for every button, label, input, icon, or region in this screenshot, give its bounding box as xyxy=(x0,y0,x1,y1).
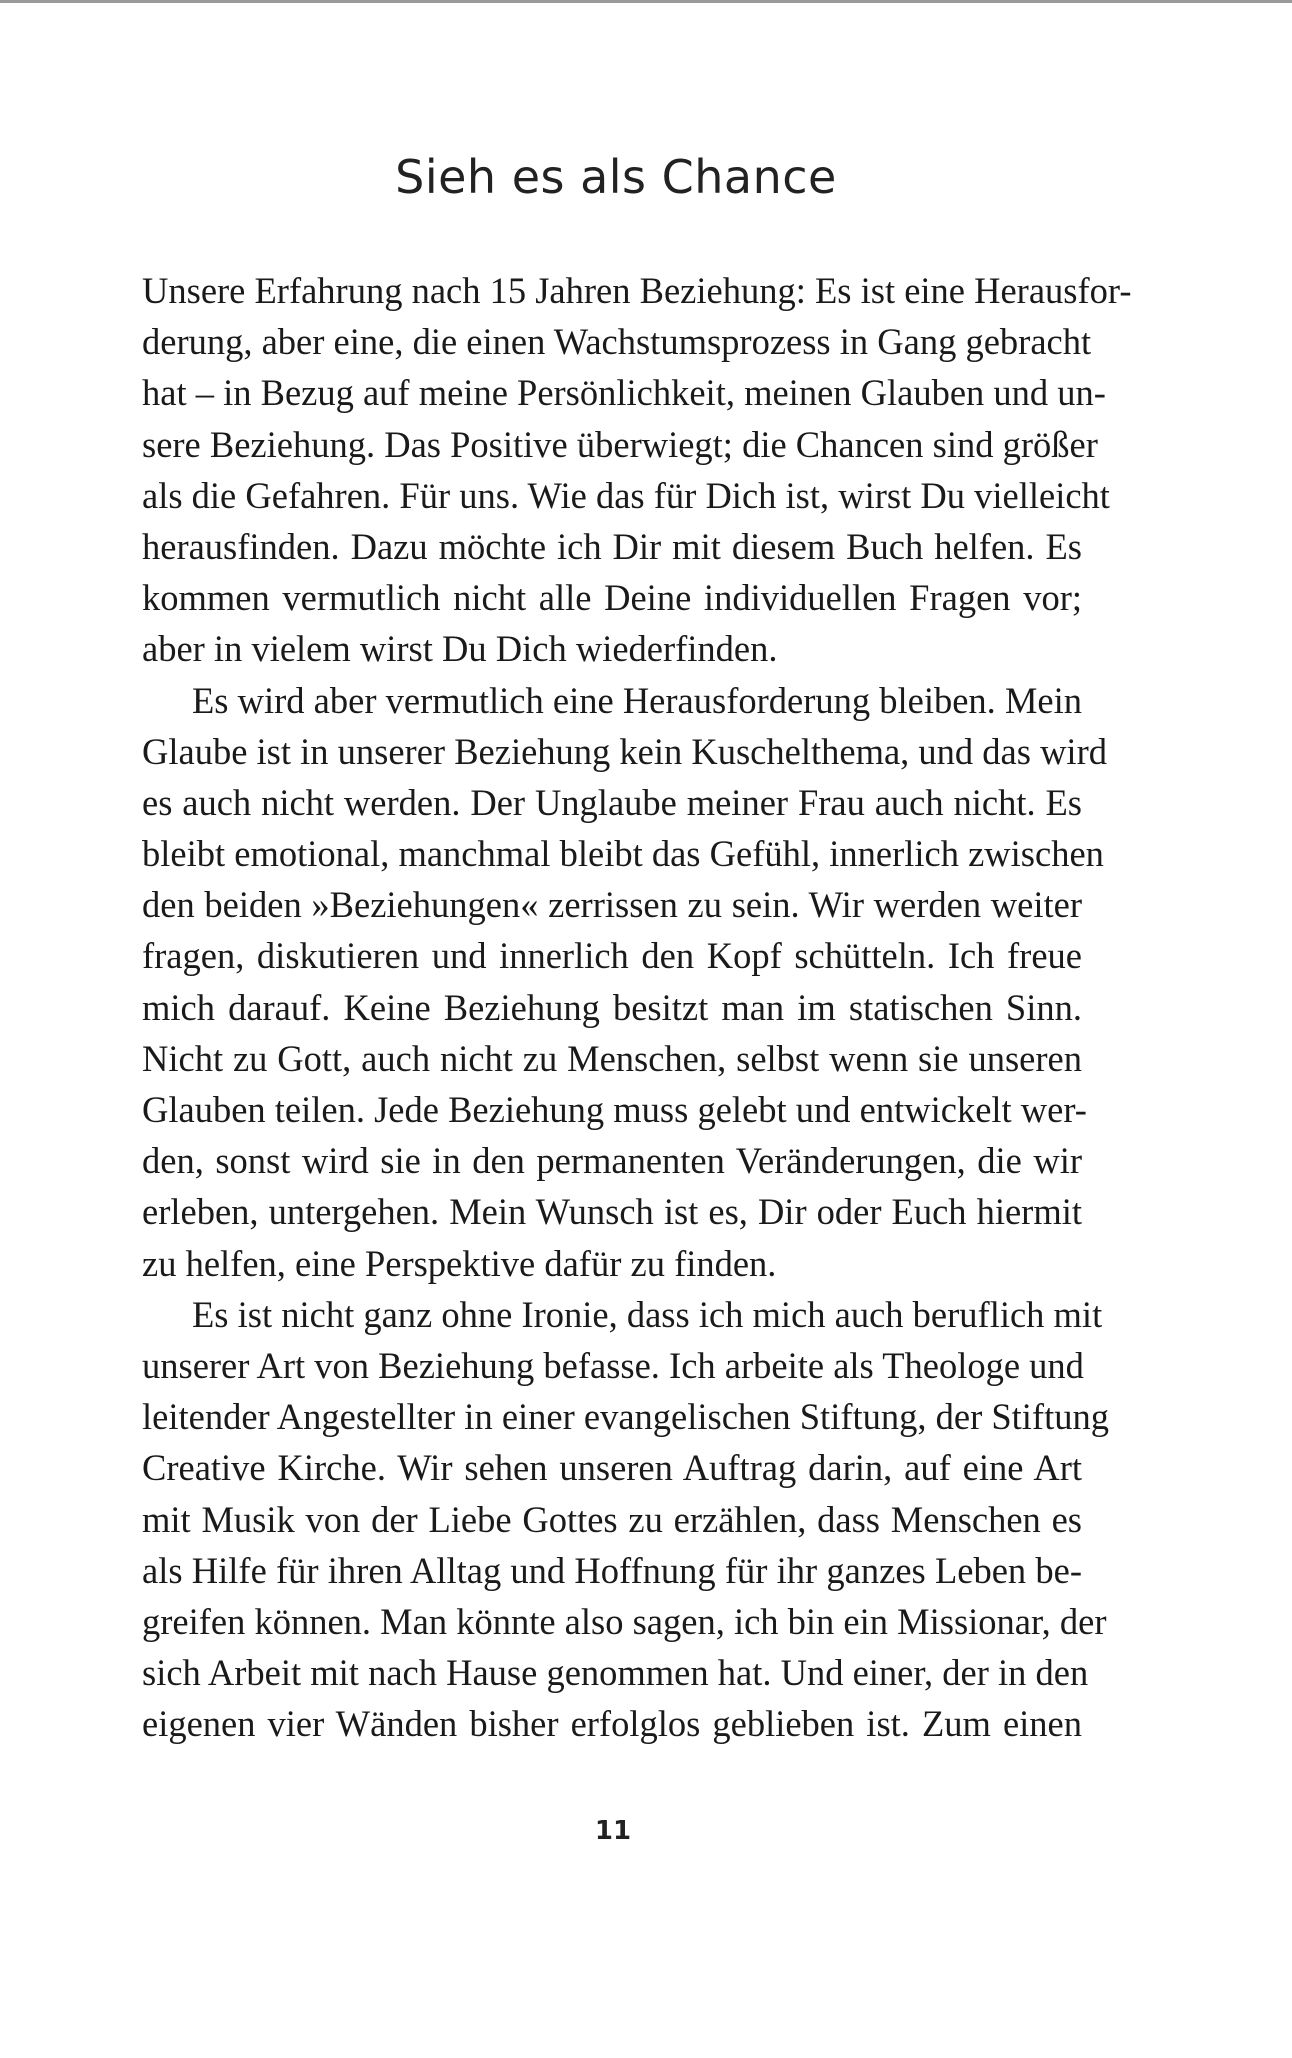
page-number: 11 xyxy=(594,1816,632,1846)
text-line: den beiden »Beziehungen« zerrissen zu sein. Wir werden weiter xyxy=(142,884,1082,926)
text-line: Es wird aber vermutlich eine Herausforderung bleiben. Mein xyxy=(192,679,1082,721)
text-line: Glaube ist in unserer Beziehung kein Kuschelthema, und das wird xyxy=(142,730,1107,772)
text-line: hat – in Bezug auf meine Persönlichkeit, meinen Glauben und un- xyxy=(142,372,1106,414)
text-line: aber in vielem wirst Du Dich wiederfinden. xyxy=(142,628,778,670)
text-line: erleben, untergehen. Mein Wunsch ist es, Dir oder Euch hiermit xyxy=(142,1191,1082,1233)
text-line: als Hilfe für ihren Alltag und Hoffnung für ihr ganzes Leben be- xyxy=(142,1549,1082,1591)
text-line: Unsere Erfahrung nach 15 Jahren Beziehung: Es ist eine Herausfor- xyxy=(142,270,1132,311)
text-line: zu helfen, eine Perspektive dafür zu finden. xyxy=(142,1242,777,1284)
text-line: Creative Kirche. Wir sehen unseren Auftrag darin, auf eine Art xyxy=(142,1447,1082,1489)
text-line: den, sonst wird sie in den permanenten Veränderungen, die wir xyxy=(142,1140,1082,1182)
text-line: kommen vermutlich nicht alle Deine individuellen Fragen vor; xyxy=(142,577,1082,619)
text-line: mit Musik von der Liebe Gottes zu erzählen, dass Menschen es xyxy=(142,1498,1082,1540)
text-line: leitender Angestellter in einer evangelischen Stiftung, der Stiftung xyxy=(142,1396,1109,1438)
page-title: Sieh es als Chance xyxy=(395,150,837,204)
text-line: Nicht zu Gott, auch nicht zu Menschen, selbst wenn sie unseren xyxy=(142,1037,1082,1079)
text-line: mich darauf. Keine Beziehung besitzt man im statischen Sinn. xyxy=(142,986,1082,1028)
text-line: fragen, diskutieren und innerlich den Kopf schütteln. Ich freue xyxy=(142,935,1082,977)
text-line: derung, aber eine, die einen Wachstumsprozess in Gang gebracht xyxy=(142,321,1092,363)
body-text xyxy=(142,265,1132,1749)
text-line: Glauben teilen. Jede Beziehung muss gelebt und entwickelt wer- xyxy=(142,1089,1087,1130)
text-line: unserer Art von Beziehung befasse. Ich arbeite als Theologe und xyxy=(142,1344,1084,1386)
text-line: Es ist nicht ganz ohne Ironie, dass ich mich auch beruflich mit xyxy=(192,1293,1103,1335)
text-line: sere Beziehung. Das Positive überwiegt; die Chancen sind größer xyxy=(142,423,1098,465)
text-line: als die Gefahren. Für uns. Wie das für Dich ist, wirst Du vielleicht xyxy=(142,474,1110,516)
text-line: greifen können. Man könnte also sagen, ich bin ein Missionar, der xyxy=(142,1600,1107,1642)
text-line: sich Arbeit mit nach Hause genommen hat. Und einer, der in den xyxy=(142,1652,1089,1694)
text-line: herausfinden. Dazu möchte ich Dir mit diesem Buch helfen. Es xyxy=(142,525,1082,567)
text-line: bleibt emotional, manchmal bleibt das Gefühl, innerlich zwischen xyxy=(142,833,1104,875)
text-line: es auch nicht werden. Der Unglaube meiner Frau auch nicht. Es xyxy=(142,781,1082,823)
top-border-line xyxy=(0,0,1292,3)
text-line: eigenen vier Wänden bisher erfolglos geblieben ist. Zum einen xyxy=(142,1703,1082,1745)
